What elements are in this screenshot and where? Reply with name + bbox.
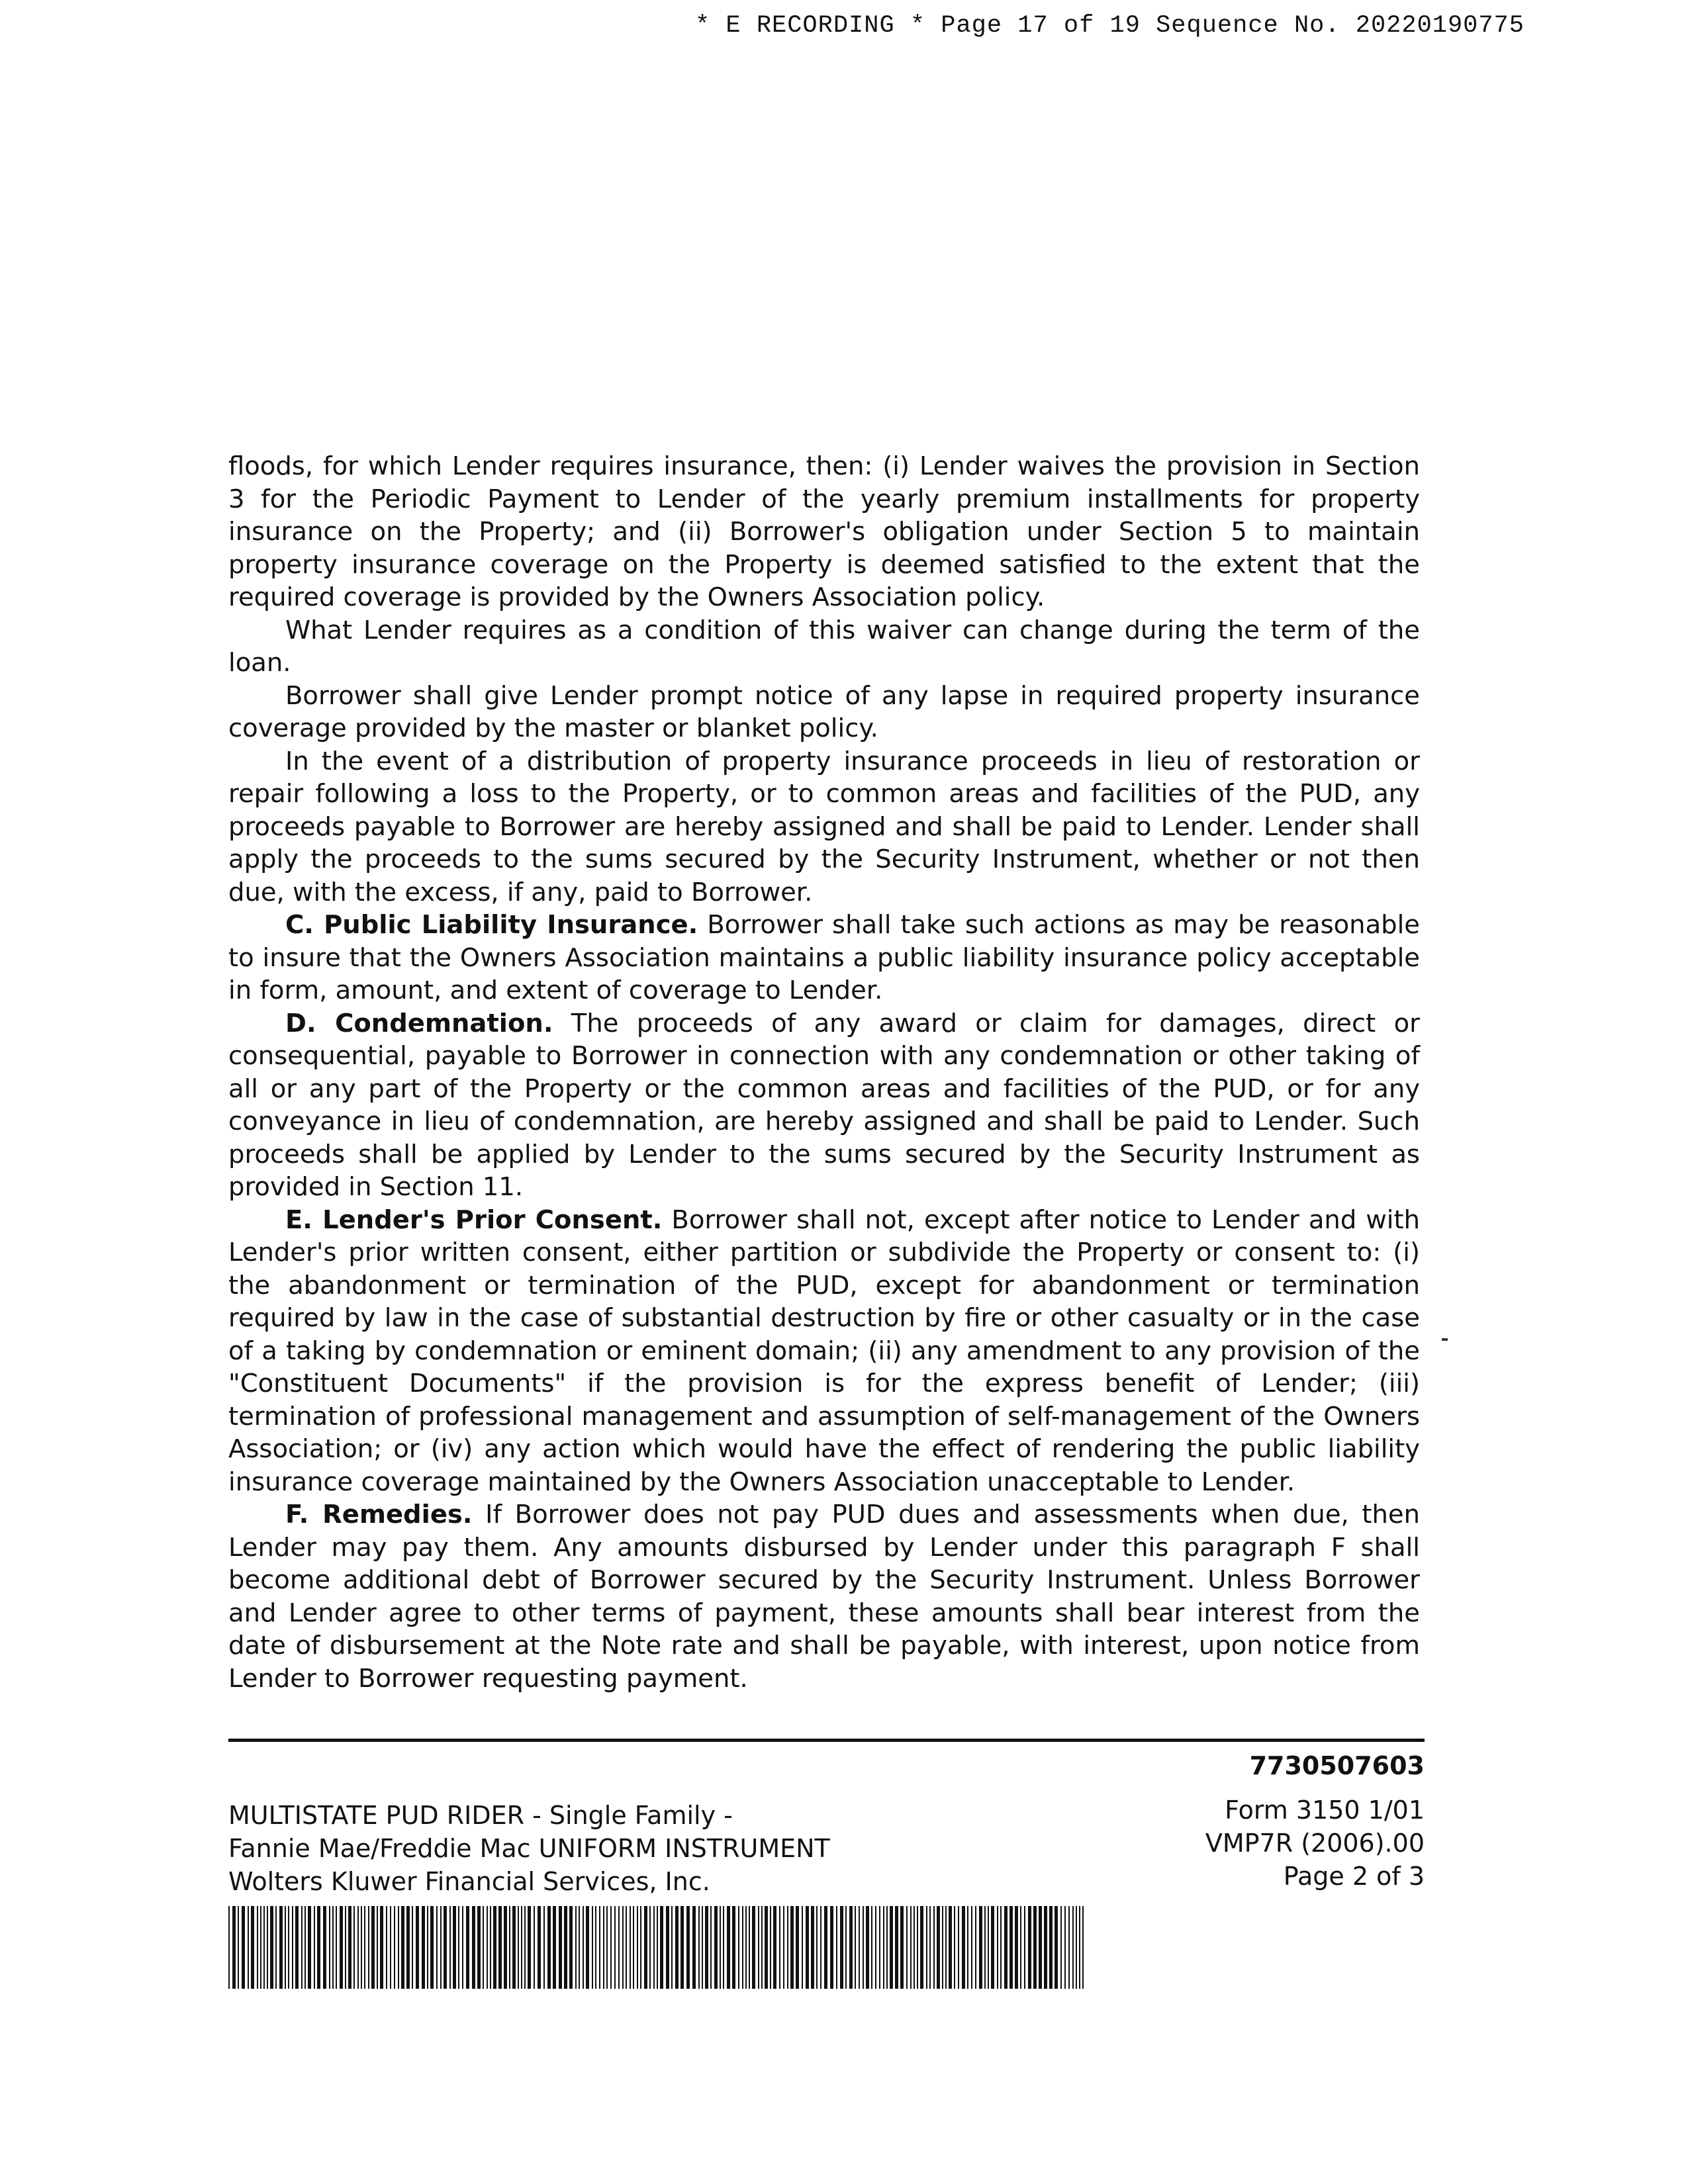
section-f-remedies [228, 1498, 1420, 1695]
footer-form-title [228, 1799, 1023, 1898]
footer-line-rider: MULTISTATE PUD RIDER - Single Family - [228, 1801, 733, 1830]
loan-number: 7730507603 [1249, 1751, 1425, 1780]
paragraph-continuation: floods, for which Lender requires insurance, then: (i) Lender waives the provision in Section 3 for the Periodic Payment to Lender of the yearly premium installments for property insurance on the Property; and (ii) Borrower's obligation under Section 5 to maintain property insurance coverage on the Property is deemed satisfied to the extent that the required coverage is provided by the Owners Association policy. [228, 451, 1420, 612]
footer-rule [228, 1739, 1425, 1742]
margin-mark [1442, 1338, 1448, 1341]
section-e-prior-consent [228, 1204, 1420, 1499]
section-c-heading: C. Public Liability Insurance. [285, 910, 698, 940]
footer-line-instrument: Fannie Mae/Freddie Mac UNIFORM INSTRUMENT [228, 1834, 830, 1863]
section-c-text: Borrower shall take such actions as may be reasonable to insure that the Owners Association maintains a public liability insurance policy acceptable in form, amount, and extent of coverage to Lender. [228, 910, 1420, 1005]
recording-header: * E RECORDING * Page 17 of 19 Sequence No. 20220190775 [695, 12, 1524, 40]
section-c-public-liability [228, 909, 1420, 1007]
footer-line-publisher: Wolters Kluwer Financial Services, Inc. [228, 1867, 710, 1896]
section-d-heading: D. Condemnation. [285, 1008, 553, 1038]
paragraph-waiver: What Lender requires as a condition of this waiver can change during the term of the loan. [228, 615, 1420, 678]
paragraph-lapse-notice: Borrower shall give Lender prompt notice of any lapse in required property insurance coverage provided by the master or blanket policy. [228, 680, 1420, 743]
footer-form-info [1059, 1794, 1425, 1893]
form-number: Form 3150 1/01 [1225, 1796, 1425, 1825]
section-d-text: The proceeds of any award or claim for damages, direct or consequential, payable to Borrower in connection with any condemnation or other taking of all or any part of the Property or the common areas and facilities of the PUD, or for any conveyance in lieu of condemnation, are hereby assigned and shall be paid to Lender. Such proceeds shall be applied by Lender to the sums secured by the Security Instrument as provided in Section 11. [228, 1008, 1420, 1202]
section-f-text: If Borrower does not pay PUD dues and assessments when due, then Lender may pay them. Any amounts disbursed by Lender under this paragraph F shall become additional debt of Borrower secured by the Security Instrument. Unless Borrower and Lender agree to other terms of payment, these amounts shall bear interest from the date of disbursement at the Note rate and shall be payable, with interest, upon notice from Lender to Borrower requesting payment. [228, 1500, 1420, 1694]
section-e-heading: E. Lender's Prior Consent. [285, 1205, 663, 1235]
section-f-heading: F. Remedies. [285, 1500, 473, 1529]
section-d-condemnation [228, 1007, 1420, 1204]
document-body [228, 450, 1420, 1695]
vmp-code: VMP7R (2006).00 [1205, 1829, 1425, 1858]
paragraph-proceeds: In the event of a distribution of property insurance proceeds in lieu of restoration or repair following a loss to the Property, or to common areas and facilities of the PUD, any proceeds payable to Borrower are hereby assigned and shall be paid to Lender. Lender shall apply the proceeds to the sums secured by the Security Instrument, whether or not then due, with the excess, if any, paid to Borrower. [228, 746, 1420, 907]
barcode-image [228, 1906, 1089, 1989]
section-e-text: Borrower shall not, except after notice to Lender and with Lender's prior written consent, either partition or subdivide the Property or consent to: (i) the abandonment or termination of the PUD, except for abandonment or termination required by law in the case of substantial destruction by fire or other casualty or in the case of a taking by condemnation or eminent domain; (ii) any amendment to any provision of the "Constituent Documents" if the provision is for the express benefit of Lender; (iii) termination of professional management and assumption of self-management of the Owners Association; or (iv) any action which would have the effect of rendering the public liability insurance coverage maintained by the Owners Association unacceptable to Lender. [228, 1205, 1420, 1497]
page-number: Page 2 of 3 [1283, 1862, 1425, 1891]
